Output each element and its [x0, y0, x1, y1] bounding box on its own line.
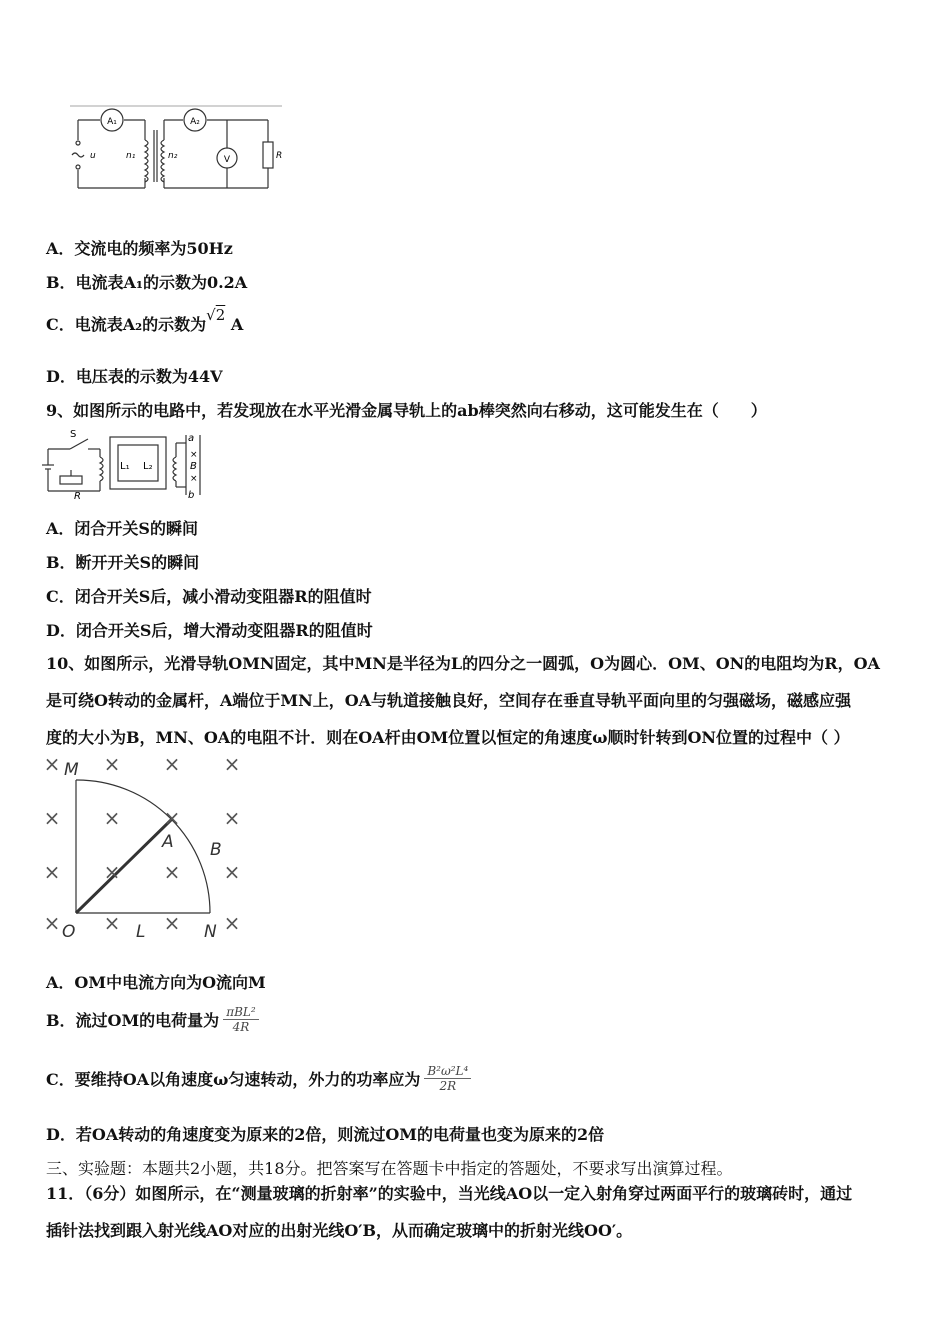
field-cross: × — [190, 474, 198, 484]
q10-option-c-text: C．要维持OA以角速度ω匀速转动，外力的功率应为 — [46, 1070, 421, 1089]
q9-option-b: B．断开开关S的瞬间 — [46, 553, 200, 572]
fraction-denominator: 4R — [232, 1020, 250, 1034]
rheostat-label: R — [74, 491, 81, 501]
field-cross: × — [223, 755, 241, 776]
source-label: u — [90, 151, 96, 161]
q11-line: 插针法找到跟入射光线AO对应的出射光线O′B，从而确定玻璃中的折射光线OO′。 — [46, 1221, 633, 1240]
q8-option-b: B．电流表A₁的示数为0.2A — [46, 273, 248, 292]
field-cross: × — [103, 755, 121, 776]
field-cross: × — [43, 755, 61, 776]
voltmeter-label: V — [223, 155, 231, 165]
point-m-label: M — [64, 760, 79, 780]
field-cross: × — [43, 806, 61, 830]
field-b-label: B — [190, 461, 197, 472]
field-cross: × — [163, 806, 181, 830]
field-b-label: B — [210, 840, 222, 860]
resistor-label: R — [276, 151, 283, 161]
q11-line: 11．（6分）如图所示，在“测量玻璃的折射率”的实验中，当光线AO以一定入射角穿过两面平行的玻璃砖时，通过 — [46, 1184, 853, 1203]
field-cross: × — [163, 911, 181, 935]
ammeter1-label: A₁ — [107, 117, 117, 127]
field-cross: × — [223, 911, 241, 935]
fraction-numerator: πBL² — [223, 1005, 258, 1020]
transformer-circuit-figure — [60, 100, 290, 200]
point-o-label: O — [62, 922, 76, 940]
q10-stem-line: 是可绕O转动的金属杆，A端位于MN上，OA与轨道接触良好，空间存在垂直导轨平面向里的匀强磁场，磁感应强 — [46, 691, 852, 710]
field-cross: × — [103, 806, 121, 830]
ammeter2-label: A₂ — [190, 117, 200, 127]
q10-rail-figure — [40, 755, 250, 940]
l1-label: L₁ — [120, 461, 130, 472]
q9-option-a: A．闭合开关S的瞬间 — [46, 519, 198, 538]
field-cross: × — [103, 911, 121, 935]
q9-circuit-figure — [40, 425, 210, 501]
q10-option-c — [46, 1064, 475, 1093]
field-cross: × — [43, 860, 61, 884]
q10-stem-line: 10、如图所示，光滑导轨OMN固定，其中MN是半径为L的四分之一圆弧，O为圆心．OM、ON的电阻均为R，OA — [46, 654, 880, 673]
q9-stem: 9、如图所示的电路中，若发现放在水平光滑金属导轨上的ab棒突然向右移动，这可能发生在（ ） — [46, 401, 767, 420]
section3-heading: 三、实验题：本题共2小题，共18分。把答案写在答题卡中指定的答题处，不要求写出演算过程。 — [46, 1159, 733, 1178]
q10-option-d: D．若OA转动的角速度变为原来的2倍，则流过OM的电荷量也变为原来的2倍 — [46, 1125, 605, 1144]
q10-stem — [46, 645, 906, 756]
switch-label: S — [70, 429, 77, 440]
q8-option-c-unit: A — [230, 315, 244, 334]
field-cross: × — [223, 806, 241, 830]
n2-label: n₂ — [168, 151, 178, 161]
n1-label: n₁ — [126, 151, 136, 161]
q8-option-c: C．电流表A₂的示数为√2 A — [46, 306, 244, 334]
field-cross: × — [103, 860, 121, 884]
field-cross: × — [223, 860, 241, 884]
q10-option-b-fraction — [223, 1005, 258, 1034]
rail-b-label: b — [188, 490, 195, 501]
field-cross: × — [43, 911, 61, 935]
point-a-label: A — [162, 832, 174, 852]
q11-stem — [46, 1175, 906, 1249]
q9-option-c: C．闭合开关S后，减小滑动变阻器R的阻值时 — [46, 587, 372, 606]
q10-option-c-fraction — [424, 1064, 471, 1093]
fraction-numerator: B²ω²L⁴ — [424, 1064, 471, 1079]
q10-option-b-text: B．流过OM的电荷量为 — [46, 1011, 220, 1030]
q8-option-c-sqrt: 2 — [215, 306, 226, 324]
point-n-label: N — [204, 922, 217, 940]
q8-option-d: D．电压表的示数为44V — [46, 367, 223, 386]
q10-option-a: A．OM中电流方向为O流向M — [46, 973, 266, 992]
q8-option-a: A．交流电的频率为50Hz — [46, 239, 233, 258]
q10-stem-line: 度的大小为B，MN、OA的电阻不计．则在OA杆由OM位置以恒定的角速度ω顺时针转到ON位置的过程中（ ） — [46, 728, 850, 747]
rail-a-label: a — [188, 433, 195, 444]
field-cross: × — [190, 450, 198, 460]
length-l-label: L — [136, 922, 146, 940]
fraction-denominator: 2R — [439, 1079, 457, 1093]
field-cross: × — [163, 755, 181, 776]
q10-option-b — [46, 1005, 263, 1034]
q8-option-c-text: C．电流表A₂的示数为 — [46, 315, 207, 334]
l2-label: L₂ — [143, 461, 153, 472]
q9-option-d: D．闭合开关S后，增大滑动变阻器R的阻值时 — [46, 621, 373, 640]
field-cross: × — [163, 860, 181, 884]
